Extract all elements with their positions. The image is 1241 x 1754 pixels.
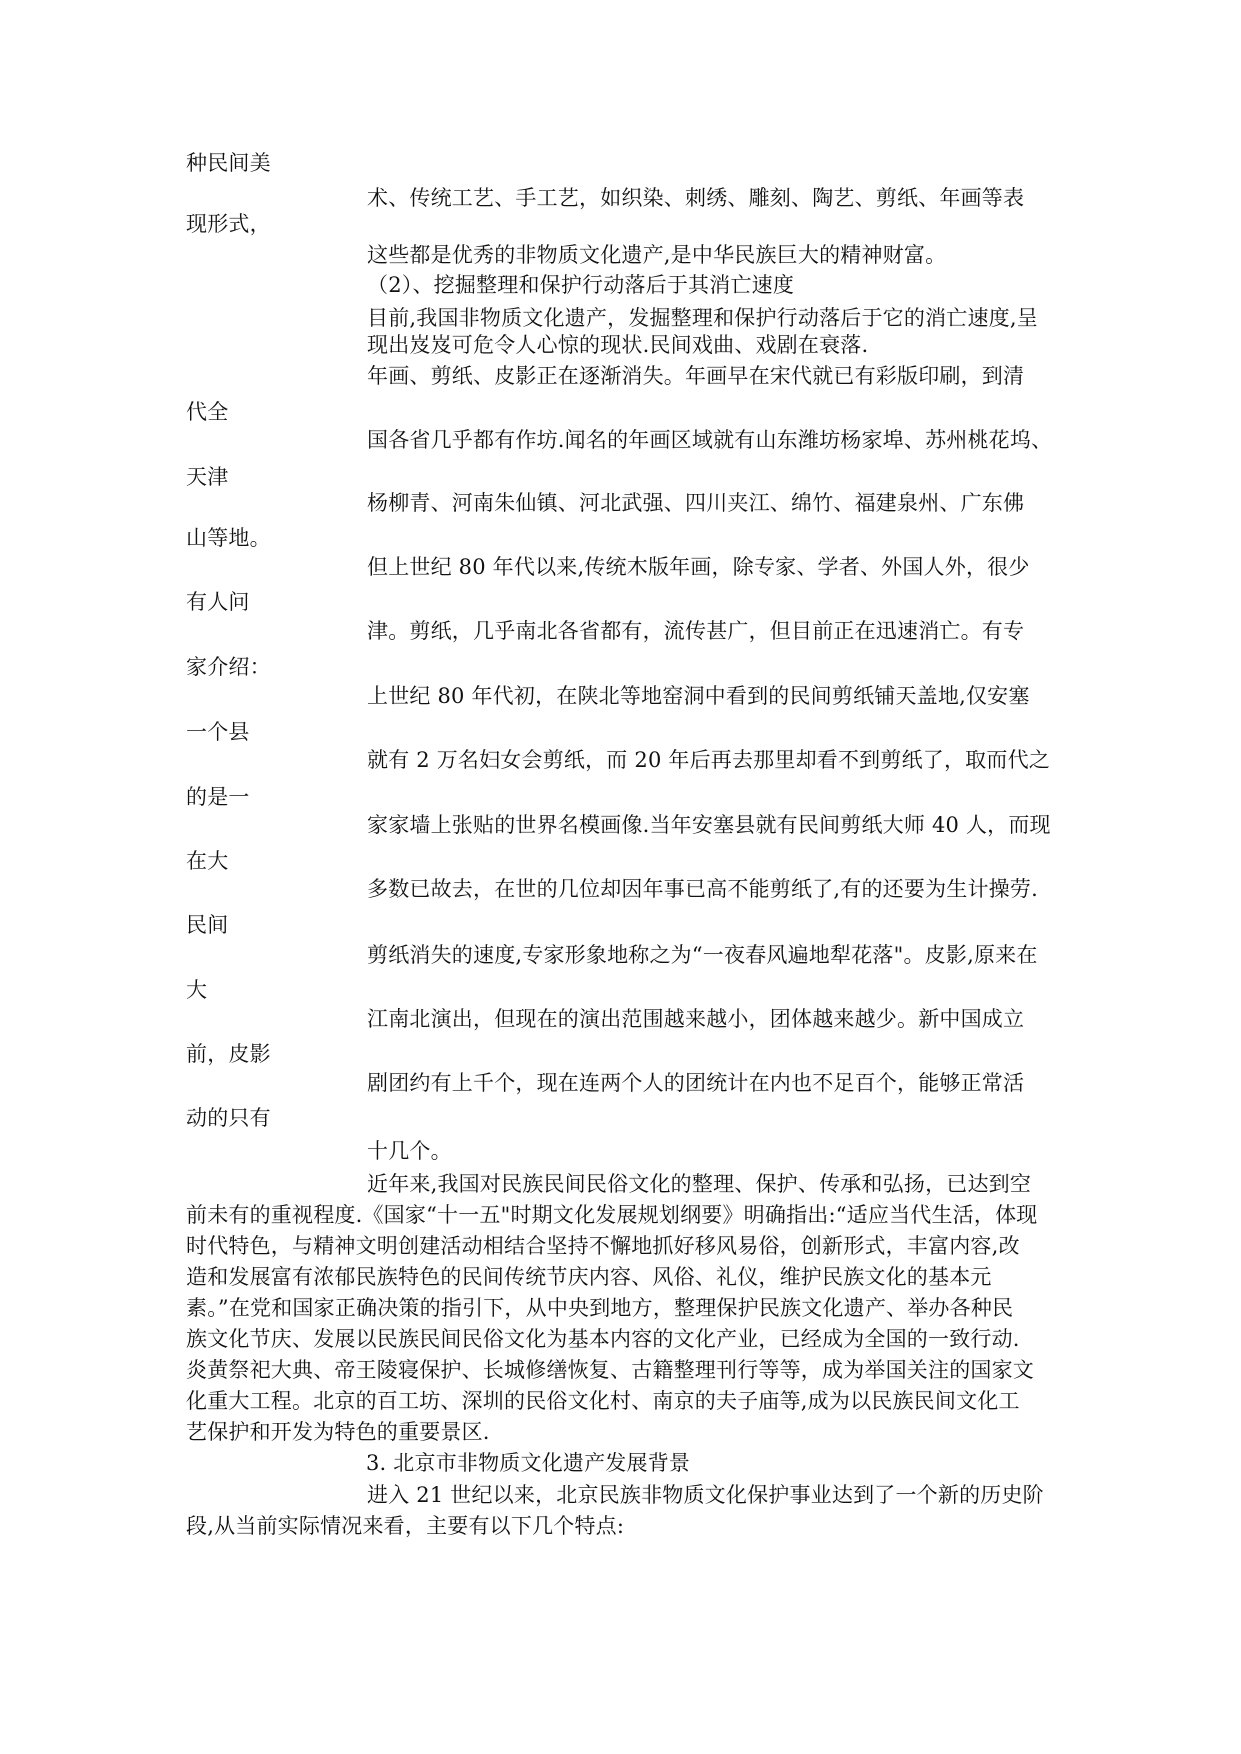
- text-line: 但上世纪 80 年代以来,传统木版年画，除专家、学者、外国人外，很少: [367, 555, 1030, 579]
- text-line: 现形式，: [186, 212, 271, 236]
- text-line: 种民间美: [186, 151, 271, 175]
- text-line: 有人问: [186, 590, 250, 614]
- paragraph-line: 素。”在党和国家正确决策的指引下，从中央到地方，整理保护民族文化遗产、举办各种民: [186, 1296, 1014, 1320]
- paragraph-line: 前未有的重视程度.《国家“十一五"时期文化发展规划纲要》明确指出:“适应当代生活，体现: [186, 1203, 1038, 1227]
- text-line: 剪纸消失的速度,专家形象地称之为“一夜春风遍地犁花落"。皮影,原来在: [367, 943, 1038, 967]
- text-line: 家家墙上张贴的世界名模画像.当年安塞县就有民间剪纸大师 40 人，而现: [367, 813, 1051, 837]
- text-line: 多数已故去，在世的几位却因年事已高不能剪纸了,有的还要为生计操劳.: [367, 877, 1038, 901]
- section-heading: 3. 北京市非物质文化遗产发展背景: [366, 1451, 691, 1475]
- paragraph-line: 时代特色，与精神文明创建活动相结合坚持不懈地抓好移风易俗，创新形式，丰富内容,改: [186, 1234, 1020, 1258]
- paragraph-line: 族文化节庆、发展以民族民间民俗文化为基本内容的文化产业，已经成为全国的一致行动.: [186, 1327, 1020, 1351]
- paragraph-line: 造和发展富有浓郁民族特色的民间传统节庆内容、风俗、礼仪，维护民族文化的基本元: [186, 1265, 992, 1289]
- paragraph-line: 段,从当前实际情况来看，主要有以下几个特点:: [186, 1514, 625, 1538]
- text-line: 江南北演出，但现在的演出范围越来越小，团体越来越少。新中国成立: [367, 1007, 1025, 1031]
- text-line: 杨柳青、河南朱仙镇、河北武强、四川夹江、绵竹、福建泉州、广东佛: [367, 491, 1025, 515]
- paragraph-line: 近年来,我国对民族民间民俗文化的整理、保护、传承和弘扬，已达到空: [367, 1172, 1032, 1196]
- paragraph-line: 炎黄祭祀大典、帝王陵寝保护、长城修缮恢复、古籍整理刊行等等，成为举国关注的国家文: [186, 1358, 1034, 1382]
- text-line: 剧团约有上千个，现在连两个人的团统计在内也不足百个，能够正常活: [367, 1071, 1025, 1095]
- text-line: 术、传统工艺、手工艺，如织染、刺绣、雕刻、陶艺、剪纸、年画等表: [367, 186, 1025, 210]
- paragraph-line: 进入 21 世纪以来，北京民族非物质文化保护事业达到了一个新的历史阶: [367, 1483, 1044, 1507]
- text-line: 的是一: [186, 785, 250, 809]
- text-line: 就有 2 万名妇女会剪纸，而 20 年后再去那里却看不到剪纸了，取而代之: [367, 748, 1050, 772]
- text-line: 山等地。: [186, 526, 271, 550]
- text-line: 国各省几乎都有作坊.闻名的年画区域就有山东潍坊杨家埠、苏州桃花坞、: [367, 428, 1053, 452]
- text-line: 动的只有: [186, 1106, 271, 1130]
- text-line: 大: [186, 978, 208, 1002]
- text-line: 目前,我国非物质文化遗产，发掘整理和保护行动落后于它的消亡速度,呈: [367, 306, 1038, 330]
- text-line: 代全: [186, 400, 229, 424]
- paragraph-line: 化重大工程。北京的百工坊、深圳的民俗文化村、南京的夫子庙等,成为以民族民间文化工: [186, 1389, 1020, 1413]
- text-line: 这些都是优秀的非物质文化遗产,是中华民族巨大的精神财富。: [367, 243, 947, 267]
- text-line: 十几个。: [367, 1139, 452, 1163]
- paragraph-line: 艺保护和开发为特色的重要景区.: [186, 1420, 490, 1444]
- text-line: 津。剪纸，几乎南北各省都有，流传甚广，但目前正在迅速消亡。有专: [367, 619, 1025, 643]
- text-line: 家介绍：: [186, 655, 271, 679]
- text-line: 年画、剪纸、皮影正在逐渐消失。年画早在宋代就已有彩版印刷，到清: [367, 364, 1025, 388]
- text-line: 上世纪 80 年代初，在陕北等地窑洞中看到的民间剪纸铺天盖地,仅安塞: [367, 684, 1030, 708]
- text-line: 民间: [186, 913, 229, 937]
- subheading: （2）、挖掘整理和保护行动落后于其消亡速度: [367, 273, 795, 297]
- text-line: 前，皮影: [186, 1042, 271, 1066]
- text-line: 在大: [186, 849, 229, 873]
- text-line: 天津: [186, 465, 229, 489]
- text-line: 一个县: [186, 720, 250, 744]
- text-line: 现出岌岌可危令人心惊的现状.民间戏曲、戏剧在衰落.: [367, 333, 869, 357]
